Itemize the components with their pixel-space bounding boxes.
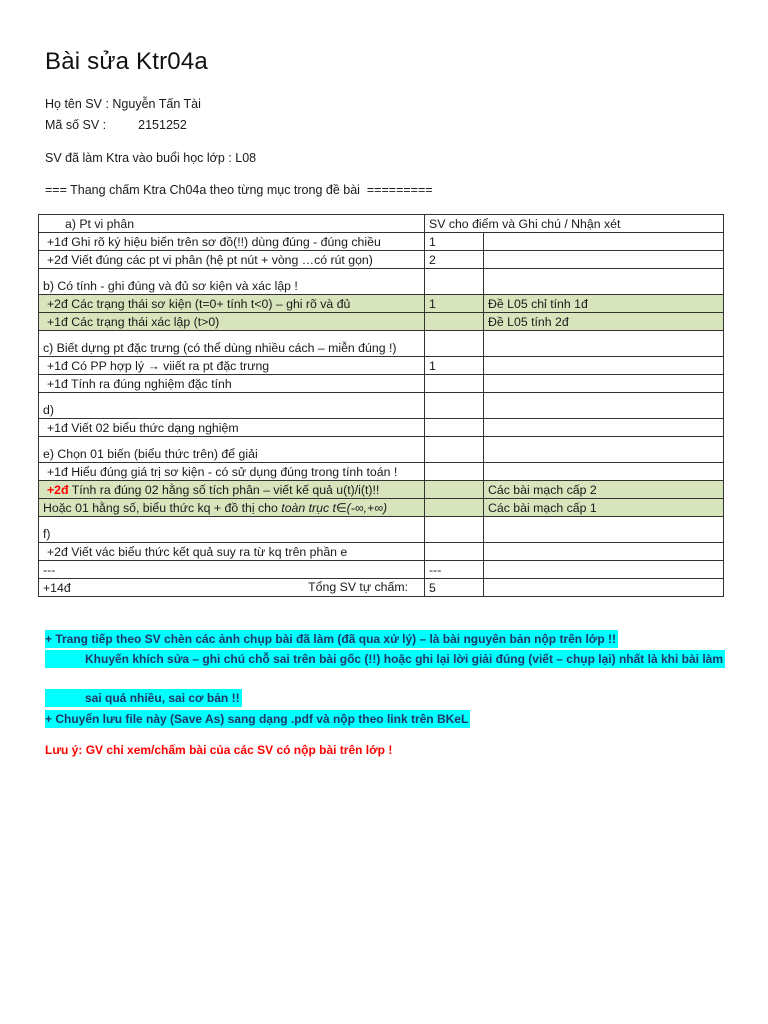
student-id-line <box>45 118 187 132</box>
table-row-section-c <box>39 331 724 357</box>
criterion: +2đ Viết đúng các pt vi phân (hệ pt nút + vòng …có rút gọn) <box>39 251 425 269</box>
student-id-label: Mã số SV : <box>45 118 107 132</box>
section-heading: f) <box>39 517 425 543</box>
table-row-section-f <box>39 517 724 543</box>
note-cell[interactable] <box>484 357 724 375</box>
instruction-line-2: Khuyến khích sửa – ghi chú chỗ sai trên bài gốc (!!) hoặc ghi lại lời giải đúng (viết – chụp lại) nhất là khi bài làm <box>45 652 723 666</box>
note-cell[interactable] <box>484 543 724 561</box>
note-cell[interactable] <box>484 375 724 393</box>
score-cell[interactable] <box>425 269 484 295</box>
table-row-highlighted <box>39 313 724 331</box>
criterion: +2đ Các trạng thái sơ kiện (t=0+ tính t<0) – ghi rõ và đủ <box>39 295 425 313</box>
instruction-line-1: + Trang tiếp theo SV chèn các ảnh chụp bài đã làm (đã qua xử lý) – là bài nguyên bản nộp trên lớp !! <box>45 632 616 646</box>
table-row-section-b <box>39 269 724 295</box>
criterion: +1đ Có PP hợp lý → viiết ra pt đặc trưng <box>39 357 425 375</box>
table-row-section-e <box>39 437 724 463</box>
table-row-highlighted <box>39 295 724 313</box>
section-heading: e) Chọn 01 biến (biểu thức trên) để giải <box>39 437 425 463</box>
table-row-section-d <box>39 393 724 419</box>
criterion <box>39 481 425 499</box>
criterion: +1đ Ghi rõ ký hiệu biến trên sơ đồ(!!) dùng đúng - đúng chiều <box>39 233 425 251</box>
instruction-line-4: + Chuyển lưu file này (Save As) sang dạng .pdf và nộp theo link trên BKeL <box>45 712 469 726</box>
total-note[interactable] <box>484 579 724 597</box>
instruction-line-3: sai quá nhiều, sai cơ bản !! <box>45 691 240 705</box>
score-cell[interactable] <box>425 375 484 393</box>
points-emphasis: +2đ <box>47 483 69 497</box>
table-row <box>39 543 724 561</box>
table-row-highlighted <box>39 499 724 517</box>
criterion-text: Tính ra đúng 02 hằng số tích phân – viết kế quả u(t)/i(t)!! <box>68 483 380 497</box>
note-cell[interactable] <box>484 393 724 419</box>
header-section-a: a) Pt vi phân <box>39 215 425 233</box>
table-total-row <box>39 579 724 597</box>
score-cell[interactable] <box>425 517 484 543</box>
table-row-separator <box>39 561 724 579</box>
note-cell[interactable] <box>484 331 724 357</box>
table-row <box>39 463 724 481</box>
table-row <box>39 375 724 393</box>
score-cell[interactable]: 1 <box>425 233 484 251</box>
score-cell[interactable] <box>425 543 484 561</box>
note-cell[interactable]: Đề L05 chỉ tính 1đ <box>484 295 724 313</box>
document-title: Bài sửa Ktr04a <box>45 48 208 75</box>
student-name: Họ tên SV : Nguyễn Tấn Tài <box>45 97 201 111</box>
score-cell[interactable]: --- <box>425 561 484 579</box>
note-cell[interactable] <box>484 437 724 463</box>
section-heading: b) Có tính - ghi đúng và đủ sơ kiện và xác lập ! <box>39 269 425 295</box>
note-cell[interactable] <box>484 463 724 481</box>
student-id-value: 2151252 <box>138 118 187 132</box>
score-cell[interactable] <box>425 437 484 463</box>
criterion <box>39 499 425 517</box>
class-line: SV đã làm Ktra vào buổi học lớp : L08 <box>45 151 257 165</box>
max-points: +14đ <box>43 581 71 595</box>
score-cell[interactable] <box>425 331 484 357</box>
note-cell[interactable] <box>484 233 724 251</box>
note-cell[interactable] <box>484 269 724 295</box>
criterion: +1đ Tính ra đúng nghiệm đặc tính <box>39 375 425 393</box>
criterion: +1đ Các trạng thái xác lập (t>0) <box>39 313 425 331</box>
criterion-italic: toàn trục t∈(-∞,+∞) <box>281 501 388 515</box>
criterion-text: Hoặc 01 hằng số, biểu thức kq + đồ thị cho <box>43 501 282 515</box>
section-heading: c) Biết dựng pt đặc trưng (có thể dùng nhiều cách – miễn đúng !) <box>39 331 425 357</box>
note-cell[interactable] <box>484 251 724 269</box>
separator-cell: --- <box>39 561 425 579</box>
table-row-highlighted <box>39 481 724 499</box>
score-cell[interactable] <box>425 499 484 517</box>
score-cell[interactable] <box>425 393 484 419</box>
score-cell[interactable]: 2 <box>425 251 484 269</box>
score-cell[interactable] <box>425 463 484 481</box>
note-cell[interactable] <box>484 517 724 543</box>
grading-table <box>38 214 724 597</box>
note-cell[interactable]: Các bài mạch cấp 1 <box>484 499 724 517</box>
section-heading: d) <box>39 393 425 419</box>
score-cell[interactable] <box>425 419 484 437</box>
score-cell[interactable] <box>425 481 484 499</box>
note-cell[interactable] <box>484 561 724 579</box>
note-cell[interactable] <box>484 419 724 437</box>
score-cell[interactable] <box>425 313 484 331</box>
warning-note: Lưu ý: GV chỉ xem/chấm bài của các SV có nộp bài trên lớp ! <box>45 743 393 757</box>
table-row <box>39 233 724 251</box>
score-cell[interactable]: 1 <box>425 295 484 313</box>
score-cell[interactable]: 1 <box>425 357 484 375</box>
total-score[interactable]: 5 <box>425 579 484 597</box>
table-row <box>39 357 724 375</box>
criterion: +1đ Hiểu đúng giá trị sơ kiện - có sử dụng đúng trong tính toán ! <box>39 463 425 481</box>
total-cell <box>39 579 425 597</box>
rubric-heading: === Thang chấm Ktra Ch04a theo từng mục trong đề bài ========= <box>45 183 433 197</box>
table-row <box>39 419 724 437</box>
total-label: Tổng SV tự chấm: <box>308 580 408 594</box>
criterion: +1đ Viết 02 biểu thức dạng nghiệm <box>39 419 425 437</box>
table-header-row <box>39 215 724 233</box>
header-score-notes: SV cho điểm và Ghi chú / Nhận xét <box>425 215 724 233</box>
note-cell[interactable]: Đề L05 tính 2đ <box>484 313 724 331</box>
table-row <box>39 251 724 269</box>
criterion: +2đ Viết vác biểu thức kết quả suy ra từ kq trên phần e <box>39 543 425 561</box>
note-cell[interactable]: Các bài mạch cấp 2 <box>484 481 724 499</box>
